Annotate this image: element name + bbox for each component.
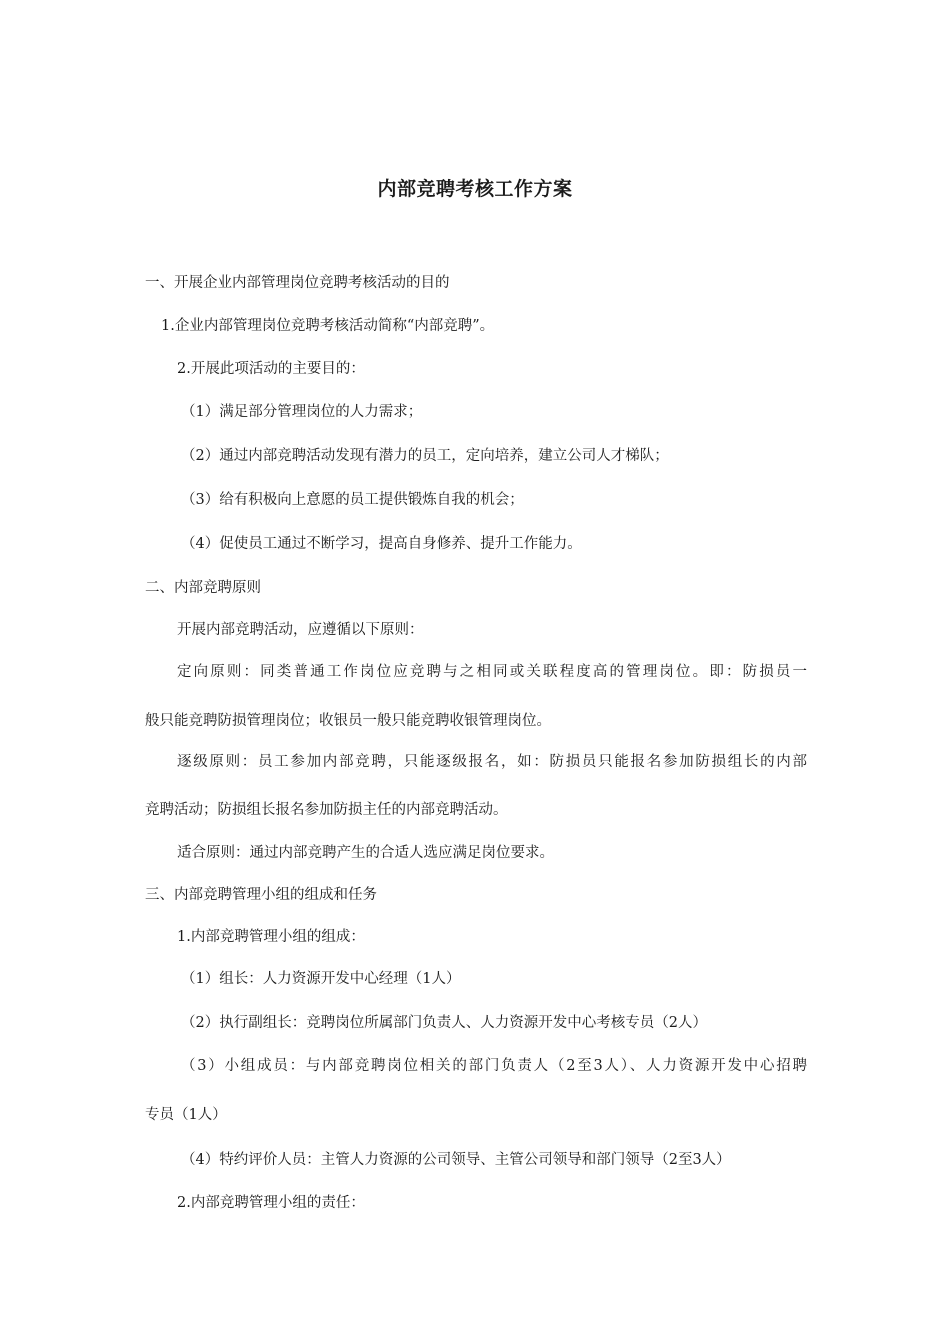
section-heading-2: 二、内部竞聘原则 [145,580,261,596]
paragraph-3-1: 1.内部竞聘管理小组的组成： [177,929,365,945]
paragraph-2-suitability: 适合原则：通过内部竞聘产生的合适人选应满足岗位要求。 [177,845,554,861]
list-item-3-3-continued: 专员（1人） [145,1107,227,1123]
paragraph-2-directional-2: 般只能竞聘防损管理岗位；收银员一般只能竞聘收银管理岗位。 [145,713,551,729]
list-item-3-4: （4）特约评价人员：主管人力资源的公司领导、主管公司领导和部门领导（2至3人） [181,1152,731,1168]
paragraph-1-1: 1.企业内部管理岗位竞聘考核活动简称“内部竞聘”。 [161,318,495,334]
list-item-3: （3）给有积极向上意愿的员工提供锻炼自我的机会； [181,492,524,508]
paragraph-2-intro: 开展内部竞聘活动，应遵循以下原则： [177,622,424,638]
paragraph-3-2: 2.内部竞聘管理小组的责任： [177,1195,365,1211]
list-item-3-1: （1）组长：人力资源开发中心经理（1人） [181,971,461,987]
paragraph-2-directional-1: 定向原则：同类普通工作岗位应竞聘与之相同或关联程度高的管理岗位。即：防损员一 [177,664,807,680]
section-heading-1: 一、开展企业内部管理岗位竞聘考核活动的目的 [145,275,450,291]
list-item-3-3: （3）小组成员：与内部竞聘岗位相关的部门负责人（2至3人）、人力资源开发中心招聘 [181,1058,807,1074]
paragraph-1-2: 2.开展此项活动的主要目的： [177,361,365,377]
list-item-3-2: （2）执行副组长：竞聘岗位所属部门负责人、人力资源开发中心考核专员（2人） [181,1015,707,1031]
paragraph-2-stepwise-1: 逐级原则：员工参加内部竞聘，只能逐级报名，如：防损员只能报名参加防损组长的内部 [177,754,807,770]
document-title: 内部竞聘考核工作方案 [377,178,573,200]
list-item-4: （4）促使员工通过不断学习，提高自身修养、提升工作能力。 [181,536,582,552]
section-heading-3: 三、内部竞聘管理小组的组成和任务 [145,887,377,903]
list-item-2: （2）通过内部竞聘活动发现有潜力的员工，定向培养，建立公司人才梯队； [181,448,669,464]
list-item-1: （1）满足部分管理岗位的人力需求； [181,404,423,420]
paragraph-2-stepwise-2: 竞聘活动；防损组长报名参加防损主任的内部竞聘活动。 [145,802,508,818]
